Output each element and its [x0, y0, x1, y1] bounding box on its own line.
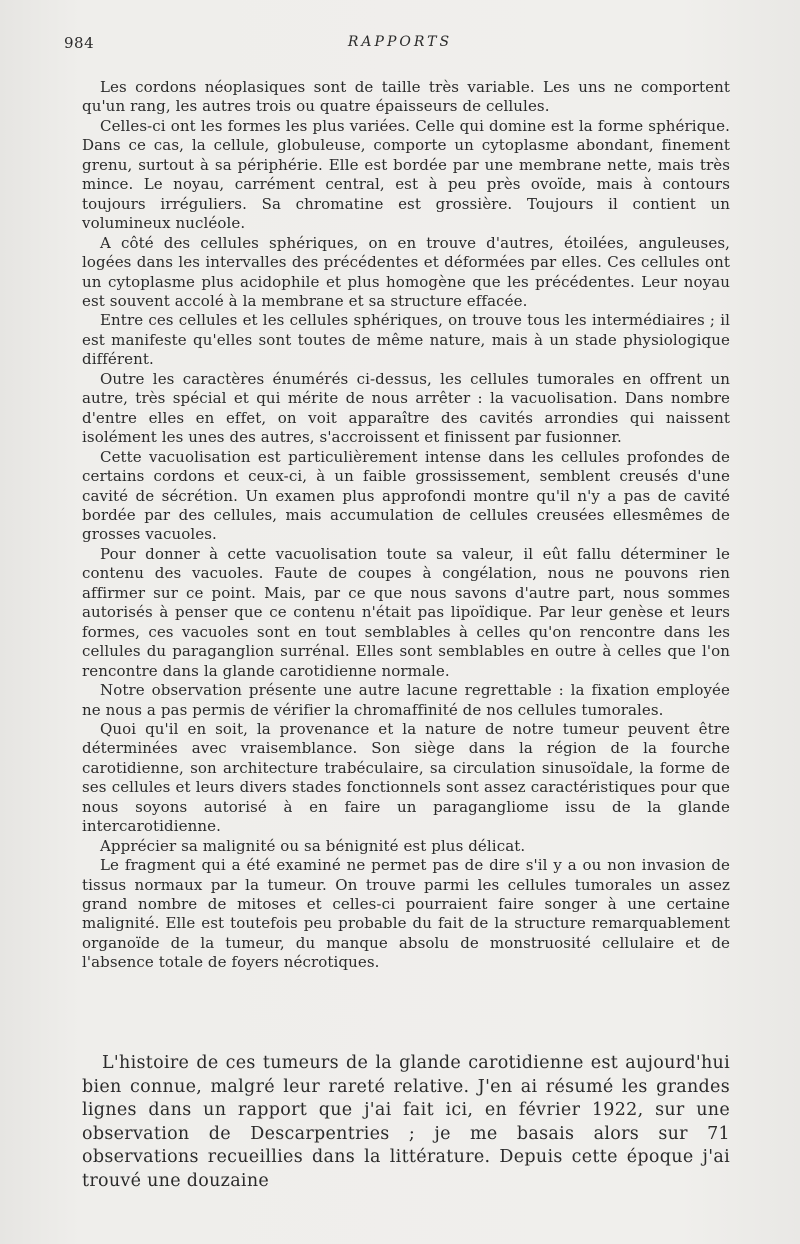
paragraph: A côté des cellules sphériques, on en trouve d'autres, étoilées, anguleuses, logées dans les intervalles des précédentes et déformées par elles. Ces cellules ont un cytoplasme plus acidophile et plus homogène que les précédentes. Leur noyau est souvent accolé à la membrane et sa structure effacée. [82, 233, 730, 310]
body-text-small [82, 78, 730, 973]
paragraph: Le fragment qui a été examiné ne permet pas de dire s'il y a ou non invasion de tissus normaux par la tumeur. On trouve parmi les cellules tumorales un assez grand nombre de mitoses et celles-ci pourraient faire songer à une certaine malignité. Elle est toutefois peu probable du fait de la structure remarquablement organoïde de la tumeur, du manque absolu de monstruosité cellulaire et de l'absence totale de foyers nécrotiques. [82, 856, 730, 972]
paragraph: Apprécier sa malignité ou sa bénignité est plus délicat. [100, 836, 526, 855]
closing-paragraph: L'histoire de ces tumeurs de la glande carotidienne est aujourd'hui bien connue, malgré leur rareté relative. J'en ai résumé les grandes lignes dans un rapport que j'ai fait ici, en février 1922, sur une observation de Descarpentries ; je me basais alors sur 71 observations recueillies dans la littérature. Depuis cette époque j'ai trouvé une douzaine [82, 1053, 730, 1191]
paragraph: Celles-ci ont les formes les plus variées. Celle qui domine est la forme sphérique. Dans ce cas, la cellule, globuleuse, comporte un cytoplasme abondant, finement grenu, surtout à sa périphérie. Elle est bordée par une membrane nette, mais très mince. Le noyau, carrément central, est à peu près ovoïde, mais à contours toujours irréguliers. Sa chromatine est grossière. Toujours il contient un volumineux nucléole. [82, 116, 730, 233]
paragraph: Les cordons néoplasiques sont de taille très variable. Les uns ne comportent qu'un rang, les autres trois ou quatre épaisseurs de cellules. [82, 78, 730, 116]
paragraph: Outre les caractères énumérés ci-dessus, les cellules tumorales en offrent un autre, très spécial et qui mérite de nous arrêter : la vacuolisation. Dans nombre d'entre elles en effet, on voit apparaître des cavités arrondies qui naissent isolément les unes des autres, s'accroissent et finissent par fusionner. [82, 369, 730, 447]
page-number: 984 [64, 34, 95, 52]
body-text-large [82, 1052, 730, 1193]
paragraph: Entre ces cellules et les cellules sphériques, on trouve tous les intermédiaires ; il est manifeste qu'elles sont toutes de même nature, mais à un stade physiologique différent. [82, 311, 730, 369]
paragraph: Cette vacuolisation est particulièrement intense dans les cellules profondes de certains cordons et ceux-ci, à un faible grossissement, semblent creusés d'une cavité de sécrétion. Un examen plus approfondi montre qu'il n'y a pas de cavité bordée par des cellules, mais accumulation de cellules creusées ellesmêmes de grosses vacuoles. [82, 447, 730, 544]
running-head: RAPPORTS [347, 34, 453, 50]
paragraph: Quoi qu'il en soit, la provenance et la nature de notre tumeur peuvent être déterminées avec vraisemblance. Son siège dans la région de la fourche carotidienne, son architecture trabéculaire, sa circulation sinusoïdale, la forme de ses cellules et leurs divers stades fonctionnels sont assez caractéristiques pour que nous soyons autorisé à en faire un paragangliome issu de la glande intercarotidienne. [82, 719, 730, 836]
paragraph: Notre observation présente une autre lacune regrettable : la fixation employée ne nous a pas permis de vérifier la chromaffinité de nos cellules tumorales. [82, 681, 730, 719]
page-header [64, 34, 736, 54]
paragraph: Pour donner à cette vacuolisation toute sa valeur, il eût fallu déterminer le contenu des vacuoles. Faute de coupes à congélation, nous ne pouvons rien affirmer sur ce point. Mais, par ce que nous savons d'autre part, nous sommes autorisés à penser que ce contenu n'était pas lipoïdique. Par leur genèse et leurs formes, ces vacuoles sont en tout semblables à celles qu'on rencontre dans les cellules du paraganglion surrénal. Elles sont semblables en outre à celles que l'on rencontre dans la glande carotidienne normale. [82, 544, 730, 680]
